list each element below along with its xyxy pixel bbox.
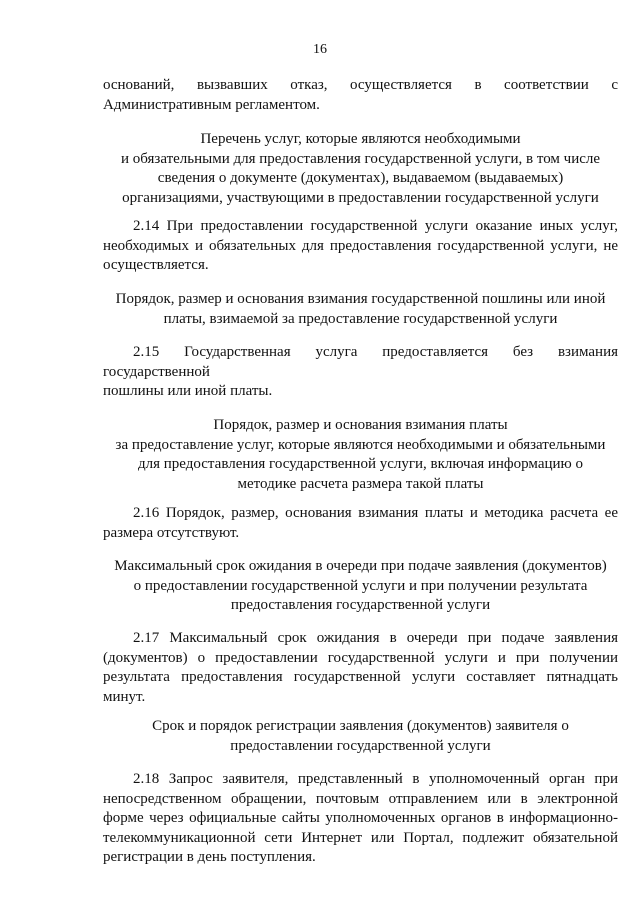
page-number: 16 — [313, 42, 327, 57]
paragraph-line: 2.16 Порядок, размер, основания взимания платы и методика расчета ее — [133, 505, 618, 521]
paragraph-line: 2.15 Государственная услуга предоставляется без взимания — [133, 344, 618, 360]
paragraph-line: осуществляется. — [103, 257, 209, 273]
section-heading-state-fee — [103, 290, 618, 329]
paragraph-line: 2.14 При предоставлении государственной услуги оказание иных услуг, — [133, 218, 618, 234]
section-heading-services-list — [103, 130, 618, 208]
paragraph-2-17 — [103, 629, 618, 707]
paragraph-continuation — [103, 76, 618, 115]
paragraph-line: Административным регламентом. — [103, 96, 320, 113]
paragraph-2-16 — [103, 504, 618, 543]
heading-line: Порядок, размер и основания взимания государственной пошлины или иной — [115, 291, 606, 307]
paragraph-line: (документов) о предоставлении государственной услуги и при получении — [103, 649, 618, 666]
paragraph-line: 2.18 Запрос заявителя, представленный в уполномоченный орган при — [133, 771, 618, 787]
heading-line: предоставления государственной услуги — [230, 597, 491, 613]
paragraph-line: 2.17 Максимальный срок ожидания в очереди при подаче заявления — [133, 630, 618, 646]
heading-line: и обязательными для предоставления государственной услуги, в том числе — [120, 150, 601, 167]
heading-line: сведения о документе (документах), выдаваемом (выдаваемых) — [157, 170, 564, 186]
heading-line: Срок и порядок регистрации заявления (документов) заявителя о — [152, 718, 569, 734]
paragraph-line: телекоммуникационной сети Интернет или Портал, подлежит обязательной — [103, 829, 618, 846]
heading-line: Максимальный срок ожидания в очереди при подаче заявления (документов) — [114, 558, 607, 574]
heading-line: методике расчета размера такой платы — [237, 475, 484, 492]
heading-line: за предоставление услуг, которые являются необходимыми и обязательными — [115, 436, 606, 453]
paragraph-line: форме через официальные сайты уполномоченных органов в информационно- — [103, 810, 618, 826]
paragraph-line: результата предоставления государственной услуги составляет пятнадцать — [103, 669, 618, 685]
paragraph-line: непосредственном обращении, почтовым отправлением или в электронной — [103, 790, 618, 807]
heading-line: о предоставлении государственной услуги и при получении результата — [133, 577, 588, 594]
section-heading-max-wait — [103, 557, 618, 616]
section-heading-fee-services — [103, 416, 618, 494]
paragraph-line: минут. — [103, 688, 146, 705]
paragraph-line: государственной — [103, 363, 210, 380]
heading-line: предоставлении государственной услуги — [230, 737, 491, 754]
paragraph-line: размера отсутствуют. — [103, 524, 240, 541]
paragraph-line: необходимых и обязательных для предоставления государственной услуги, не — [103, 237, 618, 254]
heading-line: организациями, участвующими в предоставлении государственной услуги — [122, 189, 599, 206]
paragraph-line: пошлины или иной платы. — [103, 383, 273, 399]
heading-line: для предоставления государственной услуги, включая информацию о — [138, 456, 583, 472]
paragraph-2-15 — [103, 343, 618, 402]
section-heading-registration — [103, 717, 618, 756]
heading-line: Порядок, размер и основания взимания платы — [213, 417, 508, 433]
paragraph-line: регистрации в день поступления. — [103, 849, 316, 865]
paragraph-2-14 — [103, 217, 618, 276]
heading-line: платы, взимаемой за предоставление государственной услуги — [163, 310, 558, 327]
paragraph-line: оснований, вызвавших отказ, осуществляется в соответствии с — [103, 77, 618, 93]
heading-line: Перечень услуг, которые являются необходимыми — [200, 131, 521, 147]
paragraph-2-18 — [103, 770, 618, 868]
